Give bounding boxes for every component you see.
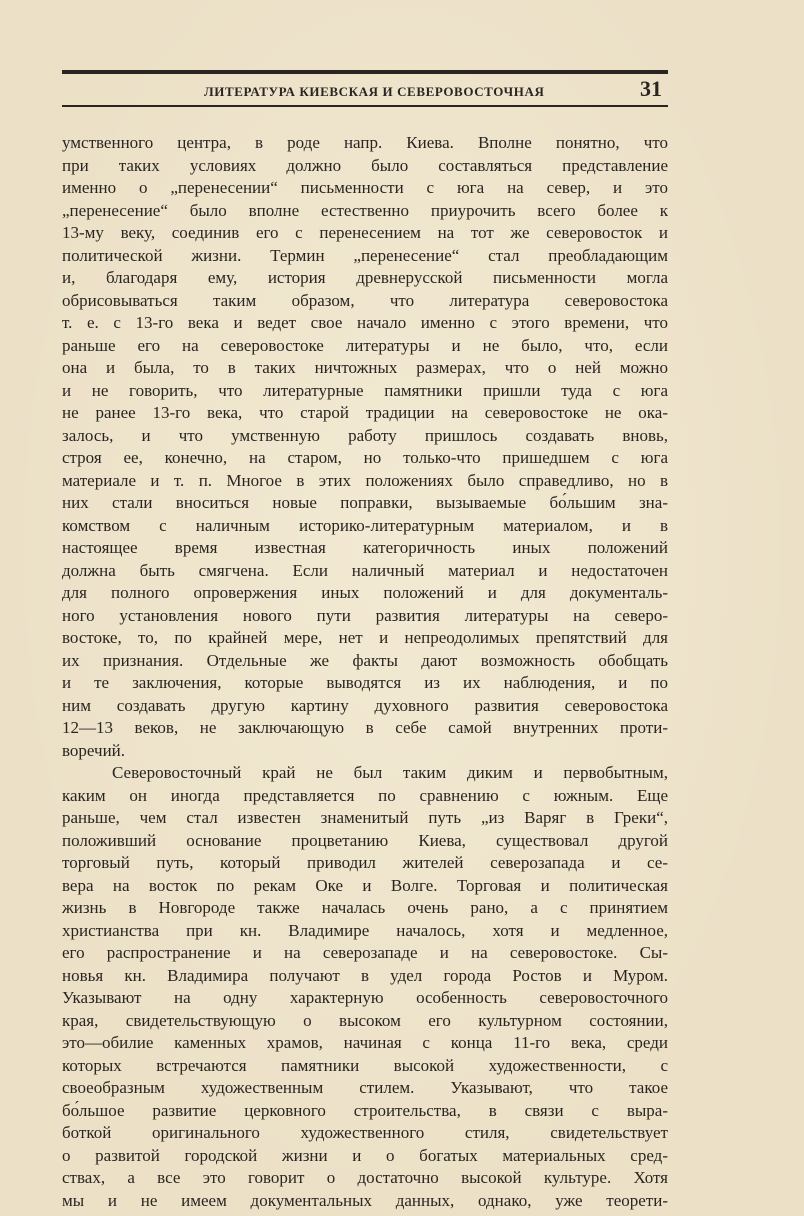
text-line: и те заключения, которые выводятся из их наблюдения, и по <box>62 673 668 692</box>
text-line: обрисовываться таким образом, что литература северовостока <box>62 290 668 310</box>
text-line: 13-му веку, соединив его с перенесением на тот же северовосток и <box>62 223 668 242</box>
text-line: своеобразным художественным стилем. Указывают, что такое <box>62 1078 668 1097</box>
text-line: политической жизни. Термин „перенесение“ стал преобладающим <box>62 245 668 265</box>
text-line: них стали вноситься новые поправки, вызываемые бо́льшим зна- <box>62 493 668 512</box>
text-line: края, свидетельствующую о высоком его культурном состоянии, <box>62 1010 668 1030</box>
text-line: „перенесение“ было вполне естественно приурочить всего более к <box>62 200 668 220</box>
text-line: строя ее, конечно, на старом, но только-что пришедшем с юга <box>62 448 668 467</box>
text-line: при таких условиях должно было составляться представление <box>62 155 668 175</box>
text-line: это—обилие каменных храмов, начиная с конца 11-го века, среди <box>62 1033 668 1052</box>
text-line: ним создавать другую картину духовного развития северовостока <box>62 695 668 715</box>
text-line: каким он иногда представляется по сравнению с южным. Еще <box>62 785 668 805</box>
text-line: именно о „перенесении“ письменности с юга на север, и это <box>62 178 668 197</box>
text-line: востоке, то, по крайней мере, нет и непреодолимых препятствий для <box>62 628 668 647</box>
text-line: его распространение и на северозападе и на северовостоке. Сы- <box>62 943 668 962</box>
text-line: комством с наличным историко-литературным материалом, и в <box>62 515 668 535</box>
text-line: 12—13 веков, не заключающую в себе самой внутренних проти- <box>62 718 668 737</box>
text-line: для полного опровержения иных положений и для документаль- <box>62 583 668 602</box>
page-number: 31 <box>640 76 662 101</box>
text-line: не ранее 13-го века, что старой традиции на северовостоке не ока- <box>62 403 668 422</box>
text-line: материале и т. п. Многое в этих положениях было справедливо, но в <box>62 470 668 490</box>
text-line: и, благодаря ему, история древнерусской письменности могла <box>62 268 668 287</box>
text-line-paragraph-end: воречий. <box>62 740 126 760</box>
header-rule-bottom <box>62 105 668 107</box>
text-line: ствах, а все это говорит о достаточно высокой культуре. Хотя <box>62 1168 668 1187</box>
text-line: боткой оригинального художественного стиля, свидетельствует <box>62 1123 668 1142</box>
text-line: она и была, то в таких ничтожных размерах, что о ней можно <box>62 358 668 377</box>
text-line: бо́льшое развитие церковного строительства, в связи с выра- <box>62 1100 668 1120</box>
text-line: и не говорить, что литературные памятники пришли туда с юга <box>62 380 668 400</box>
text-line: которых встречаются памятники высокой художественности, с <box>62 1055 668 1075</box>
running-title: ЛИТЕРАТУРА КИЕВСКАЯ И СЕВЕРОВОСТОЧНАЯ <box>204 84 545 99</box>
text-line: положивший основание процветанию Киева, существовал другой <box>62 830 668 850</box>
text-line: раньше его на северовостоке литературы и не было, что, если <box>62 335 668 355</box>
text-line: о развитой городской жизни и о богатых материальных сред- <box>62 1145 668 1165</box>
header-rule-top <box>62 70 668 74</box>
text-line: залось, и что умственную работу пришлось создавать вновь, <box>62 425 668 445</box>
text-line: вера на восток по рекам Оке и Волге. Торговая и политическая <box>62 875 668 895</box>
text-line: Указывают на одну характерную особенность северовосточного <box>62 988 668 1007</box>
text-line: новья кн. Владимира получают в удел города Ростов и Муром. <box>62 965 668 985</box>
text-line-paragraph-start: Северовосточный край не был таким диким и первобытным, <box>112 763 668 782</box>
text-line: ного установления нового пути развития литературы на северо- <box>62 605 668 625</box>
text-line: раньше, чем стал известен знаменитый путь „из Варяг в Греки“, <box>62 808 668 827</box>
text-line: настоящее время известная категоричность иных положений <box>62 538 668 557</box>
text-line: должна быть смягчена. Если наличный материал и недостаточен <box>62 560 668 580</box>
text-line: их признания. Отдельные же факты дают возможность обобщать <box>62 650 668 670</box>
text-line: умственного центра, в роде напр. Киева. Вполне понятно, что <box>62 133 668 152</box>
text-line: мы и не имеем документальных данных, однако, уже теорети- <box>62 1190 668 1210</box>
text-line: торговый путь, который приводил жителей северозапада и се- <box>62 853 668 872</box>
text-line: христианства при кн. Владимире началось, хотя и медленное, <box>62 920 668 940</box>
body-text <box>62 132 668 1212</box>
text-line: т. е. с 13-го века и ведет свое начало именно с этого времени, что <box>62 313 668 332</box>
text-line: жизнь в Новгороде также началась очень рано, а с принятием <box>62 898 668 917</box>
